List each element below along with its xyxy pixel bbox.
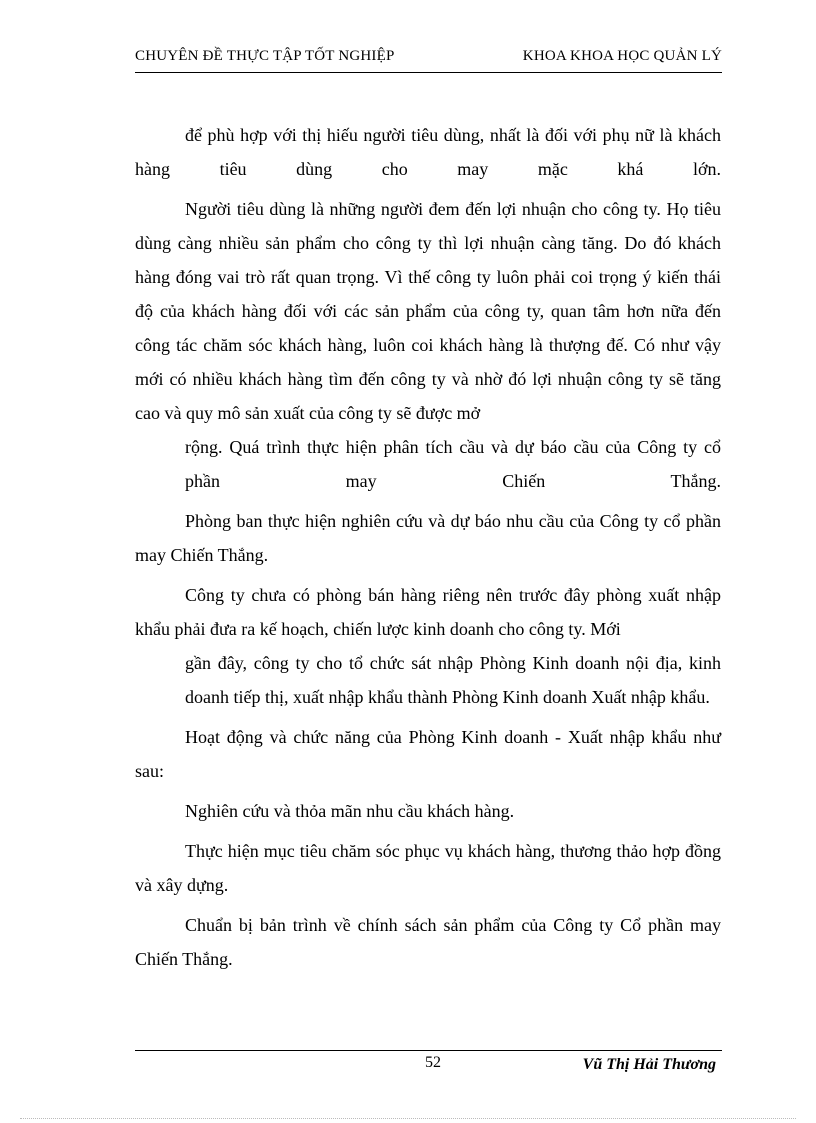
page-header <box>135 48 722 70</box>
header-divider <box>135 72 722 73</box>
paragraph-department: Phòng ban thực hiện nghiên cứu và dự báo nhu cầu của Công ty cổ phần may Chiến Thắng. <box>135 511 721 565</box>
paragraph-merger: gần đây, công ty cho tổ chức sát nhập Phòng Kinh doanh nội địa, kinh doanh tiếp thị, xuất nhập khẩu thành Phòng Kinh doanh Xuất nhập khẩu. <box>185 653 721 707</box>
header-left-title: CHUYÊN ĐỀ THỰC TẬP TỐT NGHIỆP <box>135 48 395 64</box>
paragraph-sales-room: Công ty chưa có phòng bán hàng riêng nên trước đây phòng xuất nhập khẩu phải đưa ra kế hoạch, chiến lược kinh doanh cho công ty. Mới <box>135 585 721 639</box>
page-bottom-border <box>20 1118 796 1119</box>
paragraph-activities: Hoạt động và chức năng của Phòng Kinh doanh - Xuất nhập khẩu như sau: <box>135 727 721 781</box>
document-body <box>135 118 721 976</box>
paragraph-continuation: để phù hợp với thị hiếu người tiêu dùng, nhất là đối với phụ nữ là khách hàng tiêu dùng cho may mặc khá lớn. <box>135 125 721 179</box>
header-right-title: KHOA KHOA HỌC QUẢN LÝ <box>522 48 722 64</box>
page-number: 52 <box>425 1054 441 1071</box>
page-footer <box>135 1054 722 1078</box>
paragraph-research: Nghiên cứu và thỏa mãn nhu cầu khách hàng. <box>185 801 515 821</box>
footer-divider <box>135 1050 722 1051</box>
paragraph-demand-process: rộng. Quá trình thực hiện phân tích cầu và dự báo cầu của Công ty cổ phần may Chiến Thắng. <box>185 437 721 491</box>
author-name: Vũ Thị Hải Thương <box>582 1056 716 1073</box>
paragraph-product-policy: Chuẩn bị bản trình về chính sách sản phẩm của Công ty Cổ phần may Chiến Thắng. <box>135 915 721 969</box>
paragraph-consumers: Người tiêu dùng là những người đem đến lợi nhuận cho công ty. Họ tiêu dùng càng nhiều sản phẩm cho công ty thì lợi nhuận càng tăng. Do đó khách hàng đóng vai trò rất quan trọng. Vì thế công ty luôn phải coi trọng ý kiến thái độ của khách hàng đối với các sản phẩm của công ty, quan tâm hơn nữa đến công tác chăm sóc khách hàng, luôn coi khách hàng là thượng đế. Có như vậy mới có nhiều khách hàng tìm đến công ty và nhờ đó lợi nhuận công ty sẽ tăng cao và quy mô sản xuất của công ty sẽ được mở <box>135 199 721 423</box>
paragraph-customer-care: Thực hiện mục tiêu chăm sóc phục vụ khách hàng, thương thảo hợp đồng và xây dựng. <box>135 841 721 895</box>
